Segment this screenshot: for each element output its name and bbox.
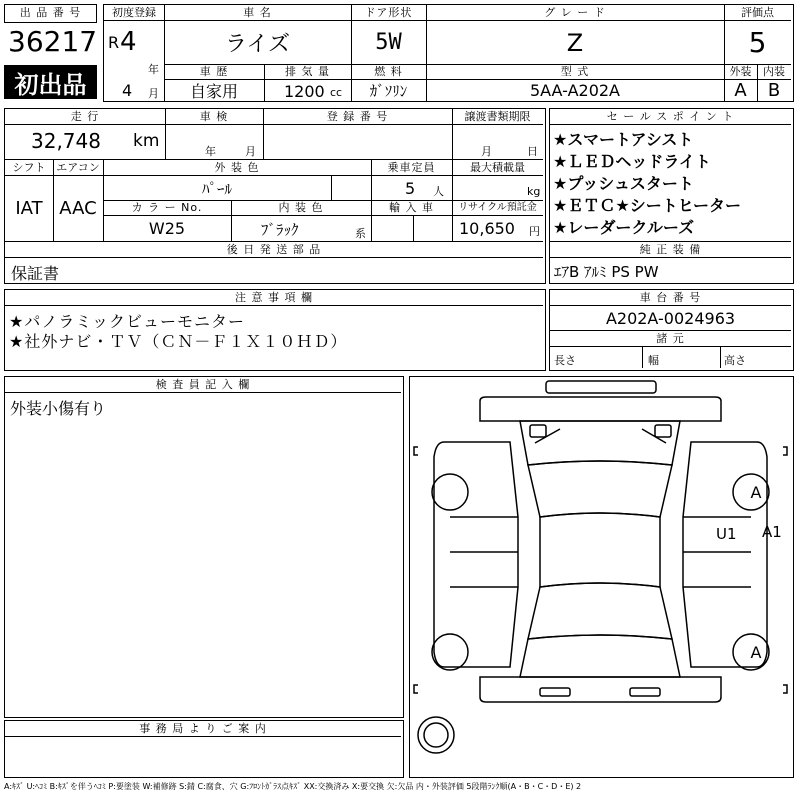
doc-day-unit: 日: [527, 145, 538, 158]
rule: [5, 736, 401, 737]
recycle-unit: 円: [529, 225, 540, 238]
first-listing-badge: [4, 65, 97, 99]
rule: [331, 175, 332, 200]
first-reg-year: 4: [120, 27, 137, 57]
notes-label: 注 意 事 項 欄: [235, 291, 313, 304]
height-label: 高さ: [724, 354, 746, 367]
car-diagram: [410, 377, 791, 775]
inspector-label: 検 査 員 記 入 欄: [155, 378, 251, 391]
note-line: ★パノラミックビューモニター: [9, 312, 246, 331]
car-name-label: 車 名: [243, 6, 272, 19]
chassis-number: A202A-0024963: [605, 308, 736, 328]
equipment: ｴｱB ｱﾙﾐ PS PW: [554, 263, 659, 281]
history-label: 車 歴: [199, 65, 229, 78]
equipment-label: 純 正 装 備: [639, 243, 702, 256]
dims-label: 諸 元: [656, 332, 685, 345]
inspection-month-unit: 月: [245, 145, 256, 158]
rule: [5, 257, 543, 258]
ac: AAC: [59, 198, 97, 219]
color-no-label: カ ラ ー No.: [131, 201, 203, 214]
lot-number: 36217: [8, 25, 98, 58]
chassis-box: [549, 289, 794, 371]
vehicle-detail-grid: [4, 108, 546, 284]
mileage-label: 走 行: [70, 110, 100, 123]
load-label: 最大積載量: [470, 161, 525, 174]
sales-point: ★スマートアシスト: [553, 130, 694, 149]
lot-label-box: [4, 4, 97, 23]
mileage-unit: km: [133, 131, 160, 151]
model: 5AA-A202A: [529, 81, 620, 100]
sales-point: ★レーダークルーズ: [553, 218, 695, 237]
length-label: 長さ: [554, 354, 576, 367]
displacement-label: 排 気 量: [285, 65, 330, 78]
door-type: 5W: [375, 30, 402, 55]
shift-label: シフト: [12, 161, 46, 174]
grade-label: グ レ ー ド: [544, 6, 606, 19]
sales-point: ★ＬＥＤヘッドライト: [553, 152, 711, 171]
sales-point: ★プッシュスタート: [553, 174, 694, 193]
interior-color: ﾌﾞﾗｯｸ: [261, 221, 299, 239]
damage-mark: A: [750, 482, 762, 502]
exterior-grade-label: 外装: [729, 65, 752, 78]
doc-date-label: 譲渡書類期限: [464, 110, 531, 123]
rule: [5, 305, 543, 306]
damage-mark: A1: [762, 523, 782, 541]
interior-color-label: 内 装 色: [278, 201, 324, 214]
rule: [642, 346, 643, 368]
history: 自家用: [189, 82, 238, 101]
legend: A:ｷｽﾞ U:ﾍｺﾐ B:ｷｽﾞを伴うﾍｺﾐ P:要塗装 W:補修跡 S:錆 C:腐食、穴 G:ﾌﾛﾝﾄｶﾞﾗｽ点ｷｽﾞ XX:交換済み X:要交換 欠:欠品 内・外装評価 5段階ﾗﾝｸ順(A・B・C・D・E) 2: [4, 782, 582, 791]
damage-diagram-box: [409, 376, 794, 778]
color-no: W25: [148, 219, 186, 238]
damage-mark: U1: [716, 525, 737, 543]
mileage: 32,748: [31, 129, 101, 153]
sales-points-label: セ ー ル ス ポ イ ン ト: [606, 110, 735, 123]
car-name: ライズ: [224, 32, 291, 57]
door-label: ドア形状: [364, 6, 413, 19]
doc-month-unit: 月: [481, 145, 492, 158]
import-label: 輸 入 車: [389, 201, 434, 214]
inspection-year-unit: 年: [205, 145, 216, 158]
inspection-label: 車 検: [199, 110, 229, 123]
note-line: ★社外ナビ・ＴＶ（ＣＮ－Ｆ１Ｘ１０ＨＤ）: [9, 332, 348, 351]
recycle-label: リサイクル預託金: [458, 202, 537, 213]
first-reg-label: 初度登録: [112, 6, 156, 19]
width-label: 幅: [648, 354, 659, 367]
displacement-unit: cc: [330, 86, 343, 99]
score-label: 評価点: [741, 6, 774, 19]
model-label: 型 式: [560, 65, 590, 78]
sales-points-box: [549, 108, 794, 284]
chassis-label: 車 台 番 号: [639, 291, 702, 304]
interior-color-unit: 系: [355, 227, 366, 240]
rule: [550, 346, 791, 347]
first-reg-month: 4: [122, 81, 133, 100]
rule: [720, 346, 721, 368]
top-info-grid: [103, 4, 794, 102]
inspector-box: [4, 376, 404, 718]
capacity-unit: 人: [433, 185, 444, 198]
grade: Z: [566, 28, 584, 57]
sales-point: ★ＥＴＣ★シートヒーター: [553, 196, 742, 215]
interior-grade: B: [767, 80, 781, 101]
later-parts-label: 後 日 発 送 部 品: [226, 243, 322, 256]
rule: [5, 392, 401, 393]
office-box: [4, 720, 404, 778]
exterior-color: ﾊﾟｰﾙ: [201, 179, 232, 198]
fuel: ｶﾞｿﾘﾝ: [369, 82, 408, 100]
rule: [5, 124, 543, 125]
fuel-label: 燃 料: [374, 65, 403, 78]
plate-label: 登 録 番 号: [326, 110, 389, 123]
shift: IAT: [15, 198, 43, 219]
score: 5: [748, 26, 767, 59]
rule: [413, 215, 414, 241]
exterior-grade: A: [734, 80, 747, 101]
year-unit: 年: [148, 63, 159, 76]
displacement: 1200: [284, 82, 325, 101]
era: R: [108, 33, 120, 52]
capacity-label: 乗車定員: [387, 161, 436, 174]
ac-label: エアコン: [56, 161, 100, 174]
load-unit: kg: [527, 185, 541, 198]
recycle-fee: 10,650: [459, 219, 515, 238]
notes-box: [4, 289, 546, 371]
color-label: 外 装 色: [214, 161, 260, 174]
interior-grade-label: 内装: [763, 65, 785, 78]
capacity: 5: [405, 179, 416, 198]
rule: [550, 124, 791, 125]
month-unit: 月: [148, 87, 159, 100]
damage-mark: A: [750, 642, 762, 662]
lot-label: 出 品 番 号: [19, 6, 82, 19]
rule: [550, 257, 791, 258]
later-parts: 保証書: [11, 264, 60, 283]
first-listing-text: 初出品: [14, 70, 87, 99]
inspector-note: 外装小傷有り: [10, 399, 107, 418]
office-label: 事 務 局 よ り ご 案 内: [139, 722, 267, 735]
